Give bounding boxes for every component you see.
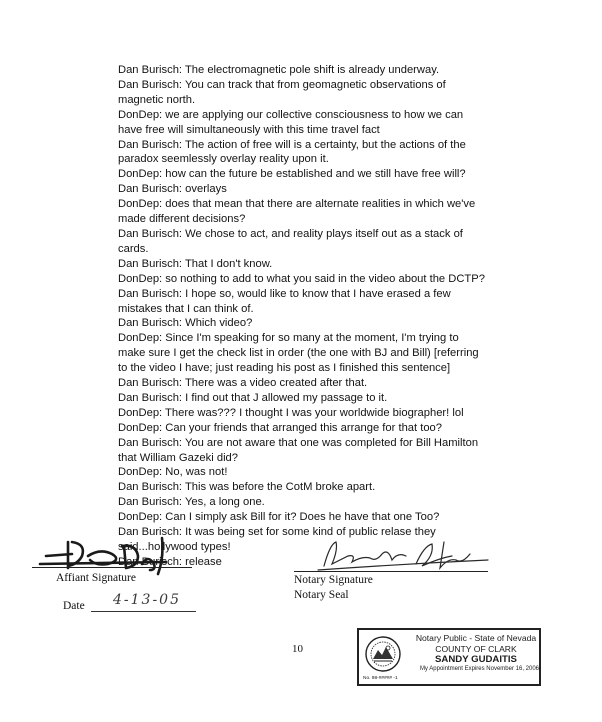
transcript-line: DonDep: Can I simply ask Bill for it? Does he have that one Too? [118, 511, 440, 524]
affiant-signature-line [32, 567, 192, 568]
transcript-line: Dan Burisch: We chose to act, and reality plays itself out as a stack of [118, 227, 463, 240]
transcript-line: Dan Burisch: overlays [118, 183, 227, 196]
transcript-line: magnetic north. [118, 93, 196, 106]
transcript-line: said...hollywood types! [118, 541, 231, 553]
transcript-body [118, 63, 538, 570]
page-number: 10 [292, 643, 303, 655]
transcript-line: make sure I get the check list in order (the one with BJ and Bill) [referring [118, 347, 479, 360]
stamp-line-county: COUNTY OF CLARK [435, 644, 517, 654]
transcript-line: Dan Burisch: This was before the CotM broke apart. [118, 481, 376, 494]
notary-signature-label: Notary Signature [294, 574, 373, 586]
transcript-line: DonDep: There was??? I thought I was your worldwide biographer! lol [118, 406, 464, 419]
affiant-signature-label: Affiant Signature [56, 572, 136, 584]
transcript-line: Dan Burisch: Which video? [118, 317, 253, 330]
transcript-line: DonDep: Since I'm speaking for so many at the moment, I'm trying to [118, 332, 459, 345]
date-handwritten-value: 4-13-05 [113, 592, 181, 608]
notary-seal-label: Notary Seal [294, 589, 349, 601]
nevada-state-seal-icon [364, 635, 402, 673]
stamp-number: No. 98-##### -1 [363, 676, 398, 681]
transcript-line: Dan Burisch: I find out that J allowed my passage to it. [118, 391, 388, 404]
notary-stamp [357, 628, 541, 686]
transcript-line: have free will simultaneously with this time travel fact [118, 123, 380, 136]
transcript-line: DonDep: we are applying our collective consciousness to how we can [118, 108, 464, 121]
transcript-line: made different decisions? [118, 213, 246, 226]
stamp-line-title: Notary Public - State of Nevada [415, 633, 537, 643]
notary-signature-line [294, 571, 488, 572]
transcript-line: Dan Burisch: There was a video created after that. [118, 377, 368, 390]
transcript-line: mistakes that I can think of. [118, 302, 254, 315]
date-line [91, 611, 196, 612]
transcript-line: DonDep: how can the future be established and we still have free will? [118, 168, 466, 181]
date-label: Date [63, 600, 85, 612]
transcript-line: Dan Burisch: It was being set for some kind of public relase they [118, 526, 436, 539]
transcript-line: DonDep: so nothing to add to what you said in the video about the DCTP? [118, 272, 485, 285]
transcript-line: Dan Burisch: You can track that from geomagnetic observations of [118, 78, 446, 91]
stamp-text-block [413, 633, 539, 674]
transcript-line: Dan Burisch: The action of free will is a certainty, but the actions of the [118, 138, 466, 151]
transcript-line: to the video I have; just reading his post as I finished this sentence] [118, 362, 451, 375]
transcript-line: Dan Burisch: The electromagnetic pole shift is already underway. [118, 64, 440, 76]
transcript-line: paradox seemlessly overlay reality upon it. [118, 153, 329, 166]
stamp-line-expiry: My Appointment Expires November 16, 2006 [419, 666, 539, 672]
transcript-line: Dan Burisch: release [118, 555, 222, 568]
transcript-line: Dan Burisch: I hope so, would like to know that I have erased a few [118, 287, 451, 300]
transcript-line: DonDep: No, was not! [118, 466, 228, 479]
transcript-line: DonDep: Can your friends that arranged this arrange for that too? [118, 421, 443, 434]
stamp-line-name: SANDY GUDAITIS [435, 654, 517, 665]
transcript-line: Dan Burisch: You are not aware that one was completed for Bill Hamilton [118, 436, 479, 449]
transcript-line: Dan Burisch: That I don't know. [118, 257, 273, 270]
transcript-line: that William Gazeki did? [118, 451, 238, 464]
transcript-line: DonDep: does that mean that there are alternate realities in which we've [118, 198, 476, 211]
transcript-line: cards. [118, 242, 149, 255]
transcript-line: Dan Burisch: Yes, a long one. [118, 496, 265, 509]
